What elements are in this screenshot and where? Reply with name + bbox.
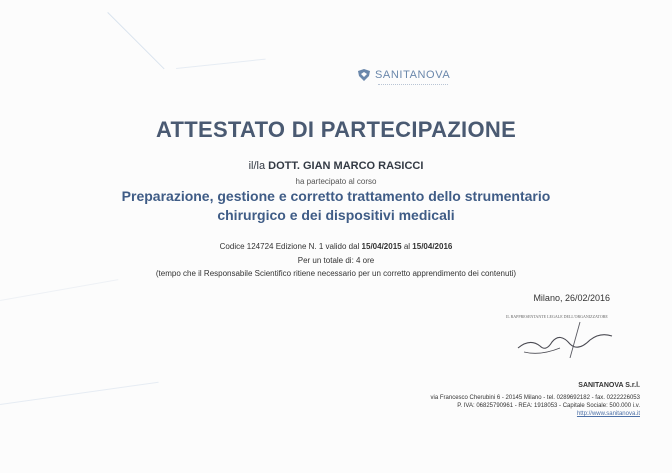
place-date: Milano, 26/02/2016 bbox=[533, 293, 610, 303]
scan-artifact bbox=[0, 382, 159, 405]
date-from: 15/04/2015 bbox=[361, 242, 402, 251]
date-to: 15/04/2016 bbox=[412, 242, 453, 251]
company-website-link[interactable]: http://www.sanitanova.it bbox=[576, 411, 640, 417]
scan-artifact bbox=[107, 12, 164, 69]
participant-line bbox=[0, 160, 672, 172]
legal-stamp: IL RAPPRESENTANTE LEGALE DELL'ORGANIZZATORE bbox=[506, 314, 608, 319]
course-code-text: Codice 124724 Edizione N. 1 valido dal bbox=[219, 242, 360, 251]
signature bbox=[500, 318, 620, 358]
course-title-line: chirurgico e dei dispositivi medicali bbox=[217, 207, 455, 223]
course-title-line: Preparazione, gestione e corretto trattamento dello strumentario bbox=[121, 188, 551, 204]
total-hours: Per un totale di: 4 ore bbox=[297, 256, 375, 265]
scan-artifact bbox=[176, 59, 266, 69]
time-note: (tempo che il Responsabile Scientifico ritiene necessario per un corretto apprendimento dei contenuti) bbox=[155, 269, 517, 278]
company-address: via Francesco Cherubini 6 - 20145 Milano - tel. 0289692182 - fax. 0222226053 bbox=[430, 395, 640, 401]
company-fiscal: P. IVA: 06825790961 - REA: 1918053 - Capitale Sociale: 500.000 i.v. bbox=[457, 403, 640, 409]
logo-wordmark: SANITANOVA bbox=[375, 69, 451, 81]
participant-name: DOTT. GIAN MARCO RASICCI bbox=[268, 160, 424, 172]
company-name: SANITANOVA S.r.l. bbox=[578, 382, 640, 389]
certificate-title: ATTESTATO DI PARTECIPAZIONE bbox=[155, 117, 517, 142]
shield-icon bbox=[357, 69, 371, 81]
participant-prefix: il/la bbox=[248, 160, 266, 172]
sanitanova-logo bbox=[357, 69, 450, 81]
course-code-line bbox=[0, 242, 672, 251]
scan-artifact bbox=[0, 279, 118, 301]
date-connector: al bbox=[403, 242, 411, 251]
participated-text: ha partecipato al corso bbox=[295, 177, 377, 186]
course-title bbox=[0, 187, 672, 225]
company-footer bbox=[330, 382, 640, 418]
logo-divider bbox=[378, 84, 448, 86]
